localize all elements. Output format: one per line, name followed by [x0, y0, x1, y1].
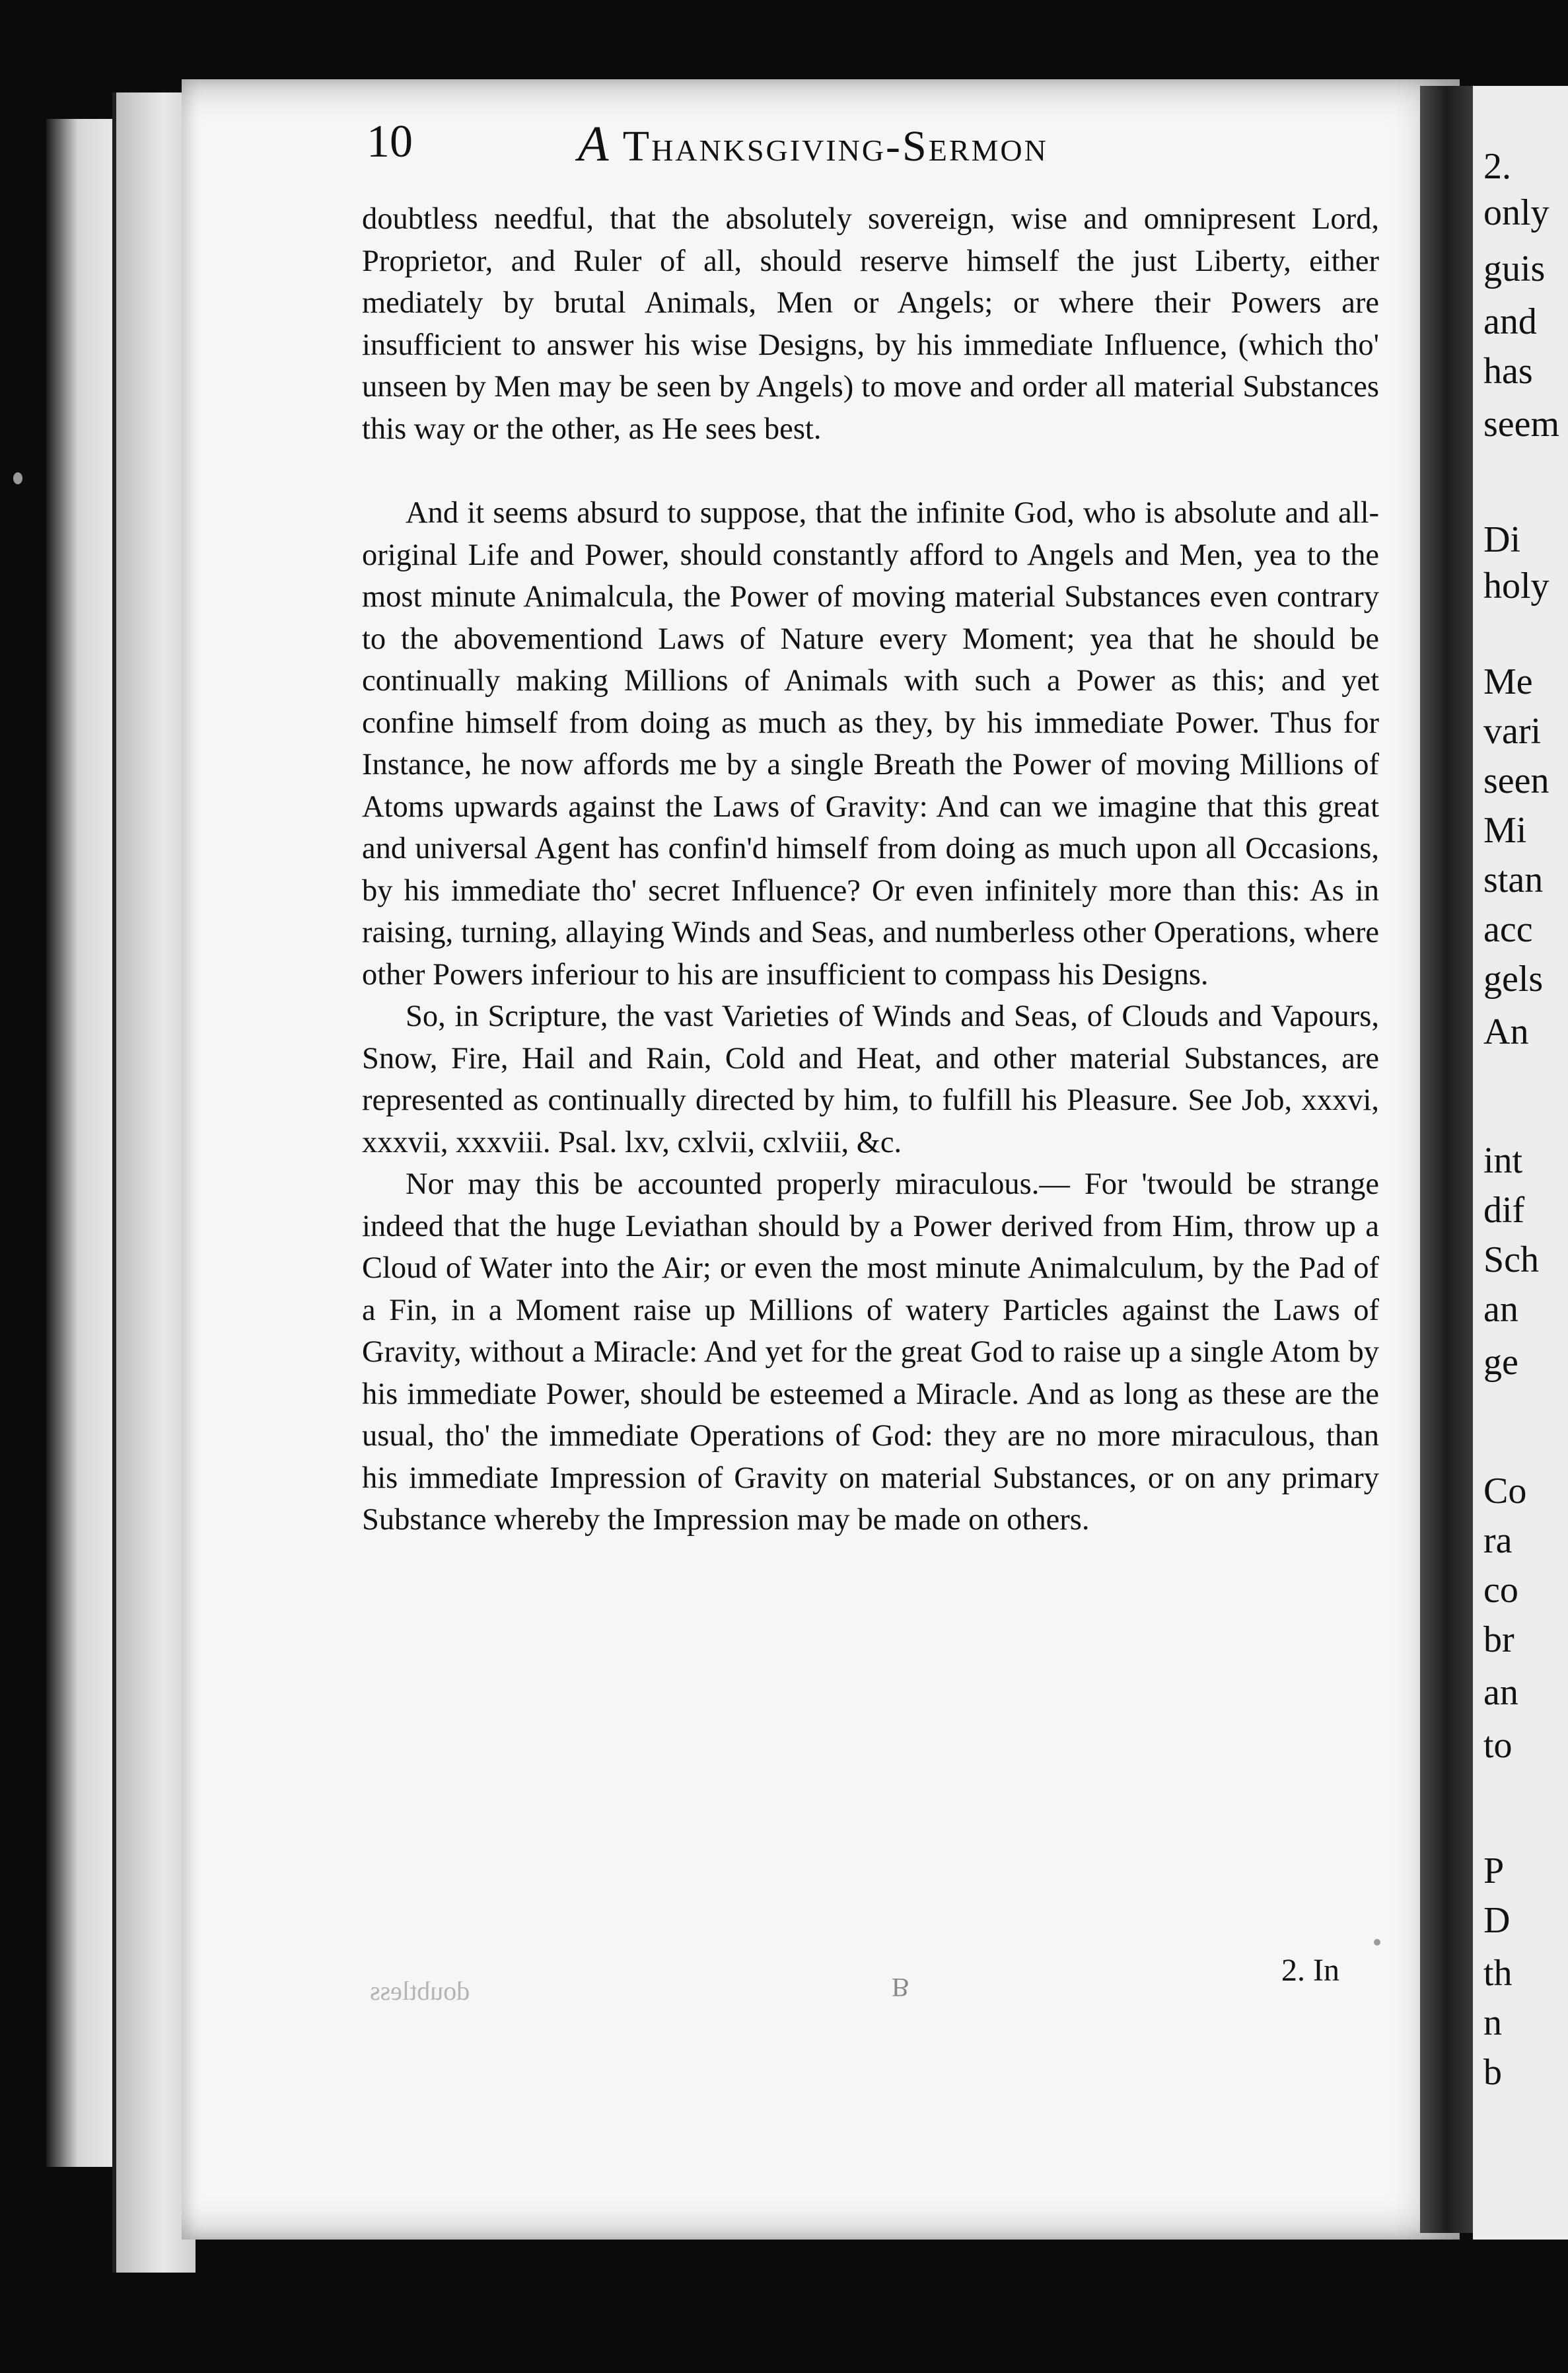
facing-page-word: an	[1483, 1289, 1518, 1330]
facing-page-word: br	[1483, 1619, 1515, 1660]
facing-page-word: gels	[1483, 959, 1544, 1000]
facing-page-word: ge	[1483, 1342, 1518, 1383]
scan-speck	[1374, 1939, 1380, 1946]
facing-page-word: th	[1483, 1953, 1513, 1994]
facing-page-word: n	[1483, 2002, 1502, 2043]
facing-page-word: and	[1483, 301, 1537, 342]
facing-page-word: Co	[1483, 1471, 1527, 1512]
scan-speck	[13, 472, 22, 484]
sermon-body-text	[362, 198, 1379, 1541]
facing-page-word: Me	[1483, 661, 1533, 702]
facing-page-word: has	[1483, 351, 1533, 392]
running-title	[578, 116, 1048, 173]
facing-page-word: co	[1483, 1570, 1518, 1611]
paragraph: And it seems absurd to suppose, that the infinite God, who is absolute and all-original Life and Power, should constantly afford to Angels and Men, yea to the most minute Animalcula, the Power of moving material Substances even contrary to the abovementiond Laws of Nature every Moment; yea that he should be continually making Millions of Animals with such a Power as this; and yet confine himself from doing as much as they, by his immediate Power. Thus for Instance, he now affords me by a single Breath the Power of moving Millions of Atoms upwards against the Laws of Gravity: And can we imagine that this great and universal Agent has confin'd himself from doing as much upon all Occasions, by his immediate tho' secret Influence? Or even infinitely more than this: As in raising, turning, allaying Winds and Seas, and numberless other Operations, where other Powers inferiour to his are insufficient to compass his Designs.	[362, 496, 1379, 992]
facing-page-word: holy	[1483, 566, 1550, 606]
facing-page-word: An	[1483, 1011, 1529, 1052]
facing-page-word: int	[1483, 1140, 1523, 1181]
facing-page-word: an	[1483, 1672, 1518, 1713]
facing-page-word: guis	[1483, 248, 1546, 289]
facing-page-fragment	[1473, 86, 1568, 2240]
paragraph-gap	[362, 450, 1379, 492]
show-through-text: doubtless	[370, 1976, 470, 2006]
paragraph: doubtless needful, that the absolutely sovereign, wise and omnipresent Lord, Proprietor, and Ruler of all, should reserve himself the just Liberty, either mediately by brutal Animals, Men or Angels; or where their Powers are insufficient to answer his wise Designs, by his immediate Influence, (which tho' unseen by Men may be seen by Angels) to move and order all material Substances this way or the other, as He sees best.	[362, 202, 1379, 446]
facing-page-word: ra	[1483, 1520, 1513, 1561]
facing-page-word: seen	[1483, 760, 1550, 801]
facing-page-word: P	[1483, 1850, 1505, 1891]
page-number: 10	[367, 116, 413, 167]
facing-page-word: to	[1483, 1725, 1513, 1766]
facing-page-word: Mi	[1483, 810, 1527, 851]
facing-page-word: seem	[1483, 404, 1560, 445]
facing-page-word: stan	[1483, 859, 1544, 900]
facing-page-word: 2.	[1483, 146, 1511, 187]
running-header	[367, 116, 1364, 175]
signature-mark-show-through: B	[892, 1973, 909, 2002]
page-gutter-shadow	[1420, 86, 1473, 2233]
facing-page-word: dif	[1483, 1190, 1525, 1231]
facing-page-word: Sch	[1483, 1239, 1539, 1280]
facing-page-word: acc	[1483, 909, 1533, 950]
running-title-main: Thanksgiving-Sermon	[622, 122, 1048, 170]
paragraph: So, in Scripture, the vast Varieties of Winds and Seas, of Clouds and Vapours, Snow, Fire, Hail and Rain, Cold and Heat, and other material Substances, are represented as continually directed by him, to fulfill his Pleasure. See Job, xxxvi, xxxvii, xxxviii. Psal. lxv, cxlvii, cxlviii, &c.	[362, 1000, 1379, 1159]
facing-page-word: D	[1483, 1900, 1511, 1941]
facing-page-word: only	[1483, 192, 1550, 233]
facing-page-word: b	[1483, 2052, 1502, 2093]
catchword: 2. In	[1281, 1953, 1339, 1988]
facing-page-word: Di	[1483, 519, 1520, 560]
paragraph: Nor may this be accounted properly miraculous.— For 'twould be strange indeed that the huge Leviathan should by a Power derived from Him, throw up a Cloud of Water into the Air; or even the most minute Animalculum, by the Pad of a Fin, in a Moment raise up Millions of watery Particles against the Laws of Gravity, without a Miracle: And yet for the great God to raise up a single Atom by his immediate Power, should be esteemed a Miracle. And as long as these are the usual, tho' the immediate Operations of God: they are no more miraculous, than his immediate Impression of Gravity on material Substances, or on any primary Substance whereby the Impression may be made on others.	[362, 1167, 1379, 1537]
facing-page-word: vari	[1483, 711, 1542, 752]
running-title-article: A	[578, 116, 611, 172]
